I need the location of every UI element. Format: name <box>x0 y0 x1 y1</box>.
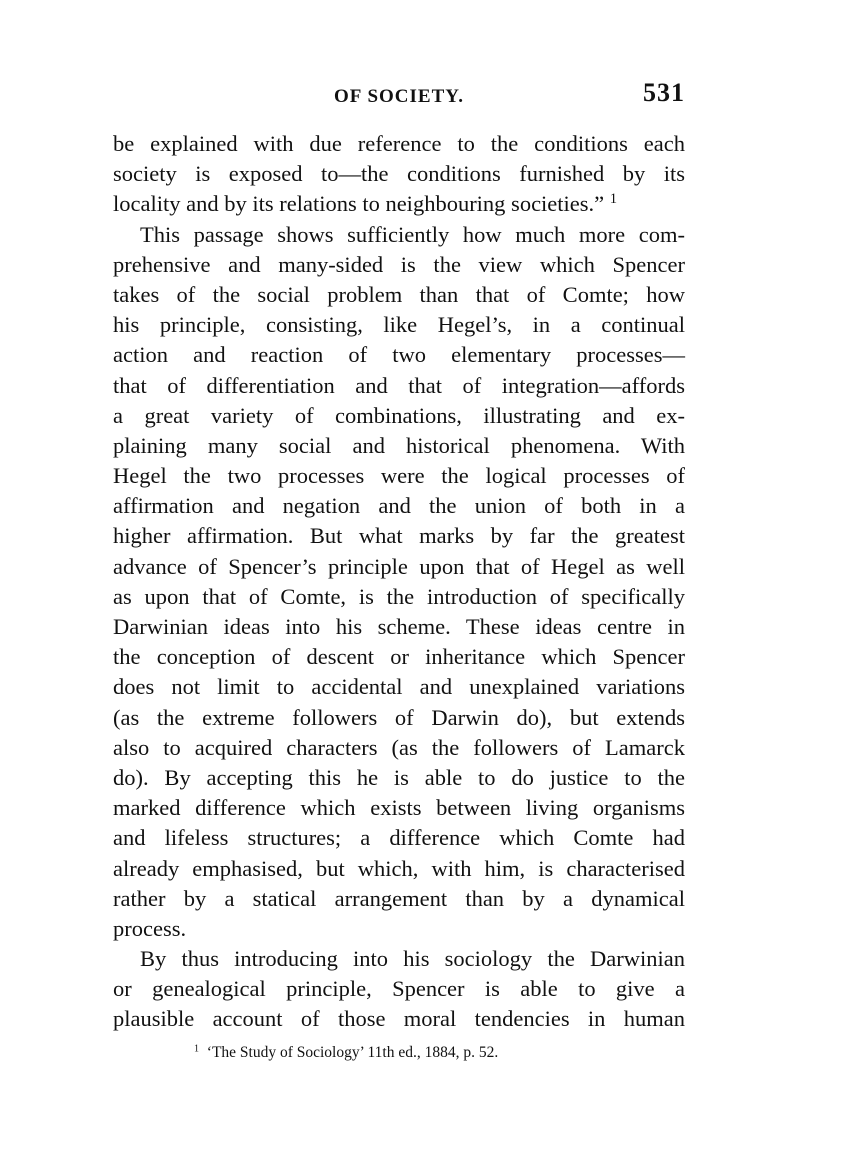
paragraph-start-line: By thus introducing into his sociology the Darwinian <box>140 946 685 972</box>
text-line: marked difference which exists between living organisms <box>113 795 685 821</box>
text-line: process. <box>113 915 187 941</box>
text-line: rather by a statical arrangement than by a dynamical <box>113 885 685 911</box>
text-line: prehensive and many-sided is the view which Spencer <box>113 251 685 277</box>
text-line: Hegel the two processes were the logical processes of <box>113 463 685 489</box>
text-line: (as the extreme followers of Darwin do), but extends <box>113 704 685 730</box>
running-title: OF SOCIETY. <box>334 86 464 107</box>
body-text <box>113 129 685 1035</box>
text-line <box>113 189 685 219</box>
text-line: advance of Spencer’s principle upon that of Hegel as well <box>113 553 685 579</box>
page-number: 531 <box>643 78 685 107</box>
text-line: his principle, consisting, like Hegel’s, in a continual <box>113 312 685 338</box>
text-line: do). By accepting this he is able to do justice to the <box>113 764 685 790</box>
footnote-marker: 1 <box>194 1043 200 1055</box>
footnote-text: ‘The Study of Sociology’ 11th ed., 1884, p. 52. <box>206 1044 499 1061</box>
text-line: takes of the social problem than that of Comte; how <box>113 281 685 307</box>
text-line: plausible account of those moral tendencies in human <box>113 1006 685 1032</box>
text-line: that of differentiation and that of integration—affords <box>113 372 685 398</box>
text-line: does not limit to accidental and unexplained variations <box>113 674 685 700</box>
text-line: society is exposed to—the conditions furnished by its <box>113 161 685 187</box>
text-line: as upon that of Comte, is the introduction of specifically <box>113 583 685 609</box>
text-line: the conception of descent or inheritance which Spencer <box>113 644 685 670</box>
text-line: a great variety of combinations, illustrating and ex- <box>113 402 685 428</box>
text-line: action and reaction of two elementary processes— <box>113 342 685 368</box>
running-head <box>113 78 685 112</box>
text-line: higher affirmation. But what marks by far the greatest <box>113 523 685 549</box>
text-line: or genealogical principle, Spencer is able to give a <box>113 976 685 1002</box>
text-line: Darwinian ideas into his scheme. These ideas centre in <box>113 614 685 639</box>
footnote <box>194 1044 498 1062</box>
text-line: and lifeless structures; a difference which Comte had <box>113 825 685 851</box>
text-line: affirmation and negation and the union of both in a <box>113 493 685 519</box>
text-line-content: locality and by its relations to neighbouring societies.” <box>113 191 605 217</box>
text-line: already emphasised, but which, with him, is characterised <box>113 855 685 881</box>
text-line: plaining many social and historical phenomena. With <box>113 432 685 458</box>
text-line: also to acquired characters (as the followers of Lamarck <box>113 734 685 760</box>
text-line: be explained with due reference to the conditions each <box>113 131 685 156</box>
footnote-reference: 1 <box>609 191 618 208</box>
paragraph-start-line: This passage shows sufficiently how much more com- <box>140 221 685 247</box>
